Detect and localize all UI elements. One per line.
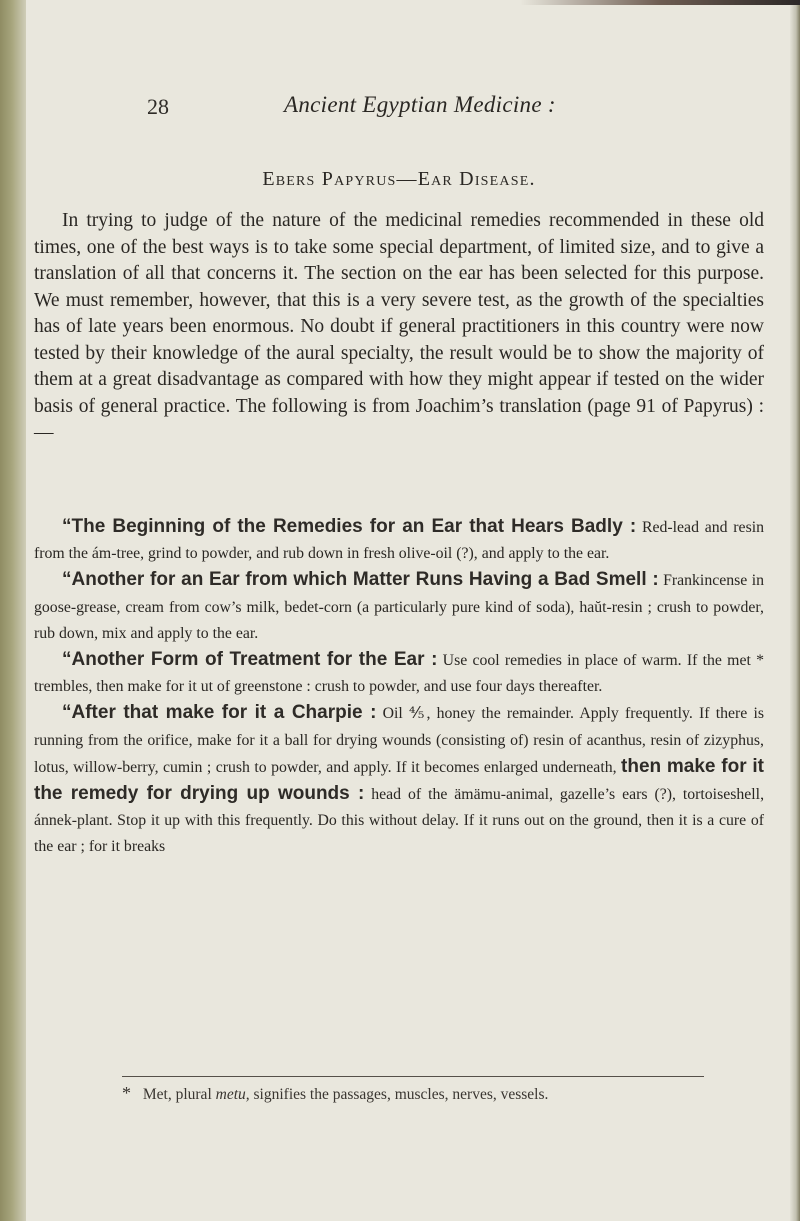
running-title: Ancient Egyptian Medicine :: [284, 92, 556, 117]
intro-paragraph: In trying to judge of the nature of the medicinal remedies recommended in these old times, one of the best ways is to take some special department, of limited size, and to give a translation of all that concerns it. The section on the ear has been selected for this purpose. We must remember, however, that this is a very severe test, as the growth of the specialties has of late years been enormous. No doubt if general practitioners in this country were now tested by their knowledge of the aural specialty, the result would be to show the majority of them at a great disadvantage as compared with how they might appear if tested on the wider basis of general practice. The following is from Joachim’s translation (page 91 of Papyrus) :—: [34, 210, 764, 443]
section-title: Ebers Papyrus—Ear Disease.: [262, 168, 536, 190]
remedies-list: [34, 514, 764, 861]
running-head: [34, 94, 764, 134]
footnote-text-after: signifies the passages, muscles, nerves, vessels.: [253, 1086, 549, 1103]
footnote-rule: [122, 1076, 704, 1077]
intro-paragraph-block: [34, 208, 764, 447]
remedy-text: head of the ämämu-animal, gazelle’s ears (?), tortoiseshell, ánnek-plant. Stop it up with this frequently. Do this without delay. If it runs out on the ground, then it is a cure of the ear ; for it breaks: [34, 786, 765, 856]
footnote: [122, 1083, 762, 1104]
remedy-text: Red-lead and resin from the ám-tree, grind to powder, and rub down in fresh olive-oil (?), and apply to the ear.: [34, 519, 765, 563]
page-top-shadow: [520, 0, 800, 5]
remedy-paragraph: [34, 700, 764, 860]
page-binding-edge: [0, 0, 26, 1221]
footnote-marker: *: [122, 1083, 131, 1103]
page-right-edge: [790, 0, 800, 1221]
remedy-text: Oil ⅘, honey the remainder. Apply frequently. If there is running from the orifice, make for it a ball for drying wounds (consisting of) resin of acanthus, resin of zizyphus, lotus, willow-berry, cumin ; crush to powder, and apply. If it becomes enlarged underneath,: [34, 705, 764, 776]
remedy-paragraph: [34, 567, 764, 647]
remedy-heading: “After that make for it a Charpie :: [62, 702, 377, 724]
page-number: 28: [147, 94, 169, 119]
remedy-text: Frankincense in goose-grease, cream from cow’s milk, bedet-corn (a particularly pure kind of soda), haŭt-resin ; crush to powder, rub down, mix and apply to the ear.: [34, 572, 764, 642]
remedy-text: Use cool remedies in place of warm. If the met * trembles, then make for it ut of greenstone : crush to powder, and use four days thereafter.: [34, 652, 764, 696]
remedy-heading: “The Beginning of the Remedies for an Ear that Hears Badly :: [62, 516, 637, 537]
remedy-heading: “Another for an Ear from which Matter Runs Having a Bad Smell :: [62, 569, 659, 591]
remedy-paragraph: [34, 647, 764, 700]
remedy-heading: “Another Form of Treatment for the Ear :: [62, 649, 438, 671]
footnote-text-before: Met, plural: [142, 1086, 212, 1103]
footnote-italic-word: metu,: [215, 1086, 250, 1103]
remedy-heading-inline: then make for it the remedy for drying up wounds :: [34, 755, 764, 805]
remedy-paragraph: [34, 514, 764, 567]
